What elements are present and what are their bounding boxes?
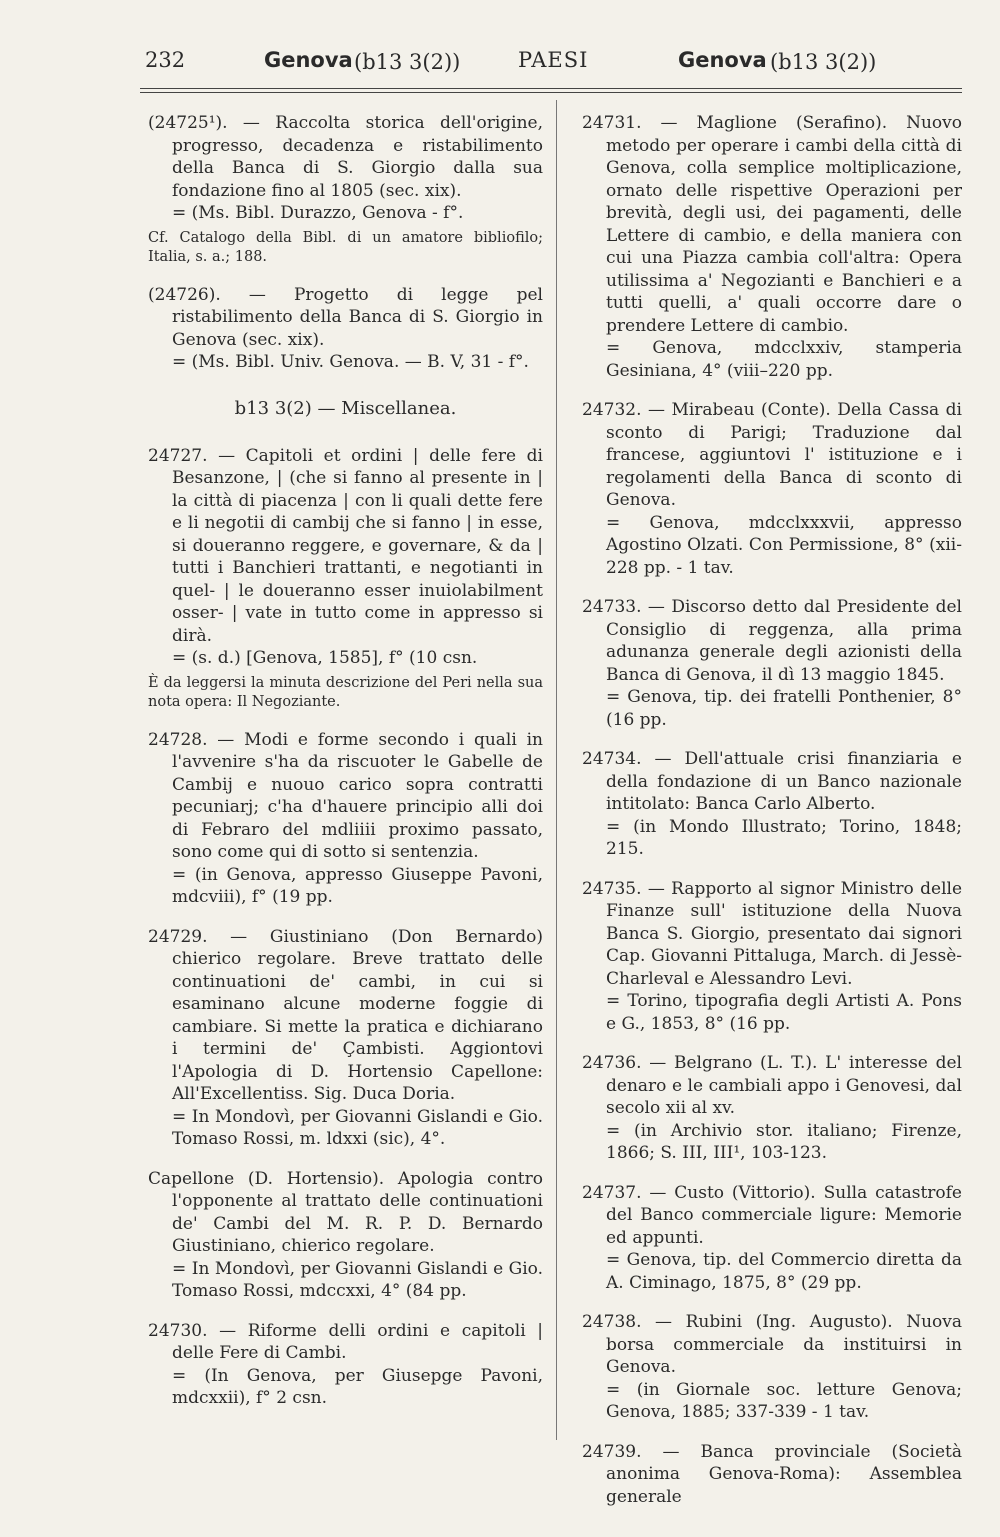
entry-text: (24725¹). — Raccolta storica dell'origine, progresso, decadenza e ristabilimento della Banca di S. Giorgio dalla sua fondazione fino al 1805 (sec. xix). — [148, 113, 543, 201]
entry-publication: = Torino, tipografia degli Artisti A. Pons e G., 1853, 8° (16 pp. — [606, 991, 962, 1034]
header-left-title: Genova — [264, 48, 353, 72]
entry-text: 24730. — Riforme delli ordini e capitoli | delle Fere di Cambi. — [148, 1320, 543, 1363]
header-rule — [140, 88, 962, 89]
entry-24730 — [148, 1320, 543, 1410]
entry-24731 — [582, 112, 962, 382]
entry-publication: = (Ms. Bibl. Univ. Genova. — B. V, 31 - f°. — [172, 352, 529, 372]
entry-publication: = (in Mondo Illustrato; Torino, 1848; 215. — [606, 816, 962, 859]
entry-text: 24728. — Modi e forme secondo i quali in l'avvenire s'ha da riscuoter le Gabelle de Cambij e nuouo carico sopra contratti pecuniarj; c'ha d'hauere principio alli doi di Febraro del mdliiii proximo passato, sono come qui di sotto si sentenzia. — [148, 729, 543, 862]
column-divider — [556, 100, 557, 1440]
entry-text: 24727. — Capitoli et ordini | delle fere di Besanzone, | (che si fanno al presente in | la città di piacenza | con li quali dette fere e li negotii di cambij che si fanno | in esse, si doueranno reggere, e governare, & da | tutti i Banchieri trattanti, e negotianti in quel- | le doueranno esser inuiolabilment osser- | vate in tutto come in appresso si dirà. — [148, 445, 543, 646]
header-right-sig: (b13 3(2)) — [770, 50, 877, 74]
entry-text: 24736. — Belgrano (L. T.). L' interesse del denaro e le cambiali appo i Genovesi, dal secolo xii al xv. — [582, 1053, 962, 1118]
entry-24736 — [582, 1052, 962, 1165]
entry-text: 24732. — Mirabeau (Conte). Della Cassa di sconto di Parigi; Traduzione dal francese, aggiuntovi l' istituzione e i regolamenti della Banca di sconto di Genova. — [582, 400, 962, 510]
entry-24739 — [582, 1441, 962, 1509]
entry-publication: = Genova, mdcclxxiv, stamperia Gesiniana, 4° (viii–220 pp. — [606, 338, 962, 381]
entry-text: 24739. — Banca provinciale (Società anonima Genova-Roma): Assemblea generale — [582, 1441, 962, 1507]
entry-publication: = In Mondovì, per Giovanni Gislandi e Gio. Tomaso Rossi, m. ldxxi (sic), 4°. — [172, 1106, 543, 1149]
entry-text: 24738. — Rubini (Ing. Augusto). Nuova borsa commerciale da instituirsi in Genova. — [582, 1312, 962, 1377]
entry-24729 — [148, 926, 543, 1151]
entry-text: 24731. — Maglione (Serafino). Nuovo metodo per operare i cambi della città di Genova, colla semplice moltiplicazione, ornato delle rispettive Operazioni per brevità, degli usi, dei pagamenti, delle Lettere di cambio, e della maniera con cui una Piazza cambia coll'altra: Opera utilissima a' Negozianti e Banchieri e a tutti quelli, a' quali occorre dare o prendere Lettere di cambio. — [582, 113, 962, 336]
header-center: PAESI — [518, 48, 589, 72]
entry-24725 — [148, 112, 543, 267]
entry-24734 — [582, 748, 962, 861]
entry-text: Capellone (D. Hortensio). Apologia contro l'opponente al trattato delle continuationi de' Cambi del M. R. P. D. Bernardo Giustiniano, chierico regolare. — [148, 1168, 543, 1256]
header-left-sig: (b13 3(2)) — [354, 50, 461, 74]
entry-publication: = Genova, tip. del Commercio diretta da A. Ciminago, 1875, 8° (29 pp. — [606, 1250, 962, 1293]
entry-capellone — [148, 1168, 543, 1303]
entry-publication: = In Mondovì, per Giovanni Gislandi e Gio. Tomaso Rossi, mdccxxi, 4° (84 pp. — [172, 1258, 543, 1301]
header-rule-double — [140, 92, 962, 93]
entry-24735 — [582, 878, 962, 1036]
entry-publication: = (s. d.) [Genova, 1585], f° (10 csn. — [172, 648, 478, 668]
page-header — [140, 48, 960, 84]
entry-publication: = (Ms. Bibl. Durazzo, Genova - f°. — [172, 203, 464, 223]
entry-publication: = Genova, tip. dei fratelli Ponthenier, 8° (16 pp. — [606, 687, 962, 730]
entry-24733 — [582, 596, 962, 731]
entry-publication: = (in Archivio stor. italiano; Firenze, 1866; S. III, III¹, 103-123. — [606, 1120, 962, 1163]
entry-24737 — [582, 1182, 962, 1295]
entry-24738 — [582, 1311, 962, 1424]
entry-text: (24726). — Progetto di legge pel ristabilimento della Banca di S. Giorgio in Genova (sec. xix). — [148, 284, 543, 350]
entry-text: 24737. — Custo (Vittorio). Sulla catastrofe del Banco commerciale ligure: Memorie ed appunti. — [582, 1182, 962, 1248]
section-heading: b13 3(2) — Miscellanea. — [234, 397, 457, 419]
entry-text: 24733. — Discorso detto dal Presidente del Consiglio di reggenza, alla prima adunanza generale degli azionisti della Banca di Genova, il dì 13 maggio 1845. — [582, 597, 962, 685]
entry-24727 — [148, 445, 543, 712]
entry-note: È da leggersi la minuta descrizione del Peri nella sua nota opera: Il Negoziante. — [148, 674, 543, 710]
entry-text: 24734. — Dell'attuale crisi finanziaria e della fondazione di un Banco nazionale intitolato: Banca Carlo Alberto. — [582, 749, 962, 814]
entry-24726 — [148, 284, 543, 374]
entry-publication: = (In Genova, per Giusepge Pavoni, mdcxxii), f° 2 csn. — [172, 1365, 543, 1408]
page-number: 232 — [145, 48, 186, 72]
header-right-title: Genova — [678, 48, 767, 72]
right-column — [582, 112, 962, 1525]
left-column — [148, 112, 543, 1427]
entry-24728 — [148, 729, 543, 909]
entry-text: 24735. — Rapporto al signor Ministro delle Finanze sull' istituzione della Nuova Banca S. Giorgio, presentato dai signori Cap. Giovanni Pittaluga, March. di Jessè-Charleval e Alessandro Levi. — [582, 878, 962, 989]
entry-24732 — [582, 399, 962, 579]
entry-text: 24729. — Giustiniano (Don Bernardo) chierico regolare. Breve trattato delle continuationi de' cambi, in cui si esaminano alcune moderne foggie di cambiare. Si mette la pratica e dichiarano i termini de' Çambisti. Aggiontovi l'Apologia di D. Hortensio Capellone: All'Excellentiss. Sig. Duca Doria. — [148, 926, 543, 1104]
entry-note: Cf. Catalogo della Bibl. di un amatore bibliofilo; Italia, s. a.; 188. — [148, 229, 543, 265]
entry-publication: = Genova, mdcclxxxvii, appresso Agostino Olzati. Con Permissione, 8° (xii-228 pp. - 1 tav. — [606, 512, 962, 578]
entry-publication: = (in Genova, appresso Giuseppe Pavoni, mdcviii), f° (19 pp. — [172, 864, 543, 907]
entry-publication: = (in Giornale soc. letture Genova; Genova, 1885; 337-339 - 1 tav. — [606, 1379, 962, 1422]
